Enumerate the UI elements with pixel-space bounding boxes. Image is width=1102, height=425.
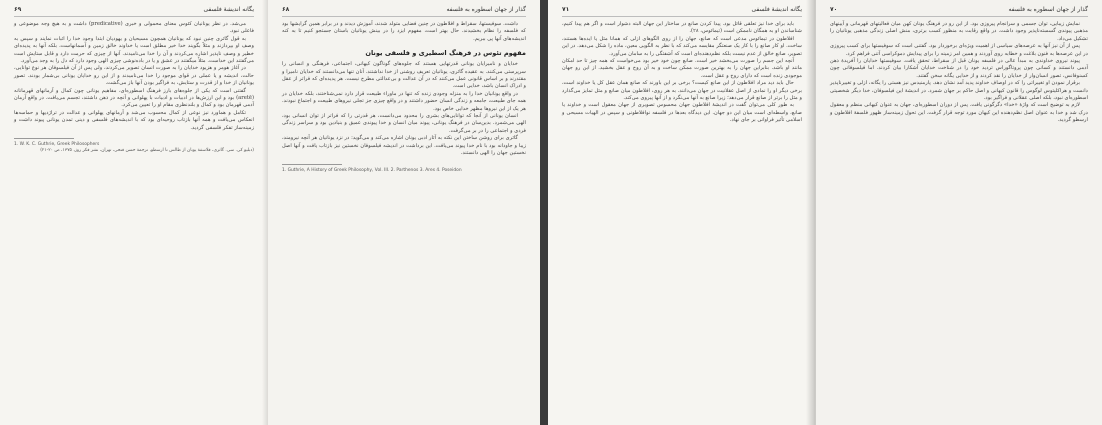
running-header-title: گذار از جهان اسطوره به فلسفه: [446, 6, 526, 13]
running-header-title: گذار از جهان اسطوره به فلسفه: [1008, 6, 1088, 13]
paragraph: برقرار نمودن او تغییراتی را که در اوصاف خداوند پدید آمد نشان دهد. پارمنیدس نیز هستی را یگانه، ازلی و تغییرناپذیر دانست و هراکلیتوس لوگوس را قانون کیهانی و اصل حاکم بر جهان شمرد. در اندیشهٔ این فیلسوفان، خدا دیگر شخصیتی اسطوره‌ای نبود، بلکه اصلی عقلانی و فراگیر بود.: [830, 80, 1088, 102]
paragraph: گاثری برای روشن ساختن این نکته به آثار ادبی یونان اشاره می‌کند و می‌گوید: در نزد یونانیان هر آنچه نیرومند، زیبا و جاودانه بود با نام خدا پیوند می‌یافت. این برداشت در اندیشه فیلسوفان نخستین نیز بازتاب یافت و آنها اصل نخستین جهان را الهی دانستند.: [282, 135, 526, 157]
running-header-title: یگانه اندیشهٔ فلسفی: [203, 6, 254, 13]
running-header-title: یگانه اندیشهٔ فلسفی: [751, 6, 802, 13]
paragraph: داشت. سوفیستها، سقراط و افلاطون در چنین فضایی متولد شدند، آموزش دیدند و در برابر همین گرایشها بود که فلسفه را نظام بخشیدند. حال بهتر است، مفهوم ایزد را در بینش یونانیان باستان جستجو کنیم تا به کنه اندیشه‌های آنها پی ببریم.: [282, 21, 526, 42]
body-text: [562, 21, 802, 125]
paragraph: لازم به توضیح است که واژهٔ «خدا» دگرگونی یافت. پس از دوران اسطوره‌ای، جهان به عنوان کیهانی منظم و معقول درک شد و خدا به عنوان اصل نظم‌دهنده این کیهان مورد توجه قرار گرفت. این تحول زمینه‌ساز ظهور فلسفهٔ افلاطون و ارسطو گردید.: [830, 102, 1088, 124]
footnote-divider: [14, 138, 74, 139]
running-header: [14, 6, 254, 17]
running-header: [830, 6, 1088, 17]
paragraph: در واقع یونانیان خدا را به منزله وجودی زنده که تنها در ماوراء طبیعت قرار دارد نمی‌شناختند، بلکه خدایان در همه جای طبیعت، جامعه و زندگی انسان حضور داشتند و در واقع چیزی جز تجلی نیروهای طبیعت و اجتماع نبودند. هر یک از این نیروها مظهر خدایی خاص بود.: [282, 90, 526, 112]
body-text: [830, 21, 1088, 125]
page-number: ۶۹: [14, 6, 22, 13]
paragraph: تکامل و هماورد نیز نوعی از کمال محسوب می‌شد و آرمانهای پهلوانی و عدالت در تراژدیها و حماسه‌ها انعکاس می‌یافت و همه آنها بازتاب روحیه‌ای بود که با اندیشه‌های فلسفی و دینی تمدن یونانی پیوند داشت و زمینه‌ساز تفکر فلسفی گردید.: [14, 109, 254, 131]
paragraph: آنچه این جسم را صورت می‌بخشد خیر است. صانع چون خود خیر بود می‌خواست که همه چیز تا حد امکان مانند او باشد. بنابراین جهان را به بهترین صورت ممکن ساخت و به آن روح و عقل بخشید. از این رو جهان موجودی زنده است که دارای روح و عقل است.: [562, 58, 802, 79]
paragraph: پس از آن نیز آنها به عرصه‌های سیاسی از اهمیت ویژه‌ای برخوردار بود. گفتنی است که سوفیستها برای کسب پیروزی در این عرصه‌ها به فنون بلاغت و خطابه روی آوردند و همین امر زمینه را برای پیدایش دموکراسی آتنی فراهم کرد.: [830, 43, 1088, 57]
paragraph: به قول گاثری چنین نبود که یونانیان همچون مسیحیان و یهودیان ابتدا وجود خدا را اثبات نمایند و سپس به وصف او بپردازند و مثلاً بگویند خدا خیر مطلق است یا خداوند خالق زمین و آسمانهاست، بلکه آنها به پدیده‌ای خطیر و وصف ناپذیر اشاره می‌کردند و آن را خدا می‌نامیدند. آنها از چیزی که حرمت دارد و قابل ستایش است می‌گفتند این خداست. مثلاً میگفتند در عشق و یا در باده‌نوشی چیزی الهی وجود دارد که دل را به وجد می‌آورد.: [14, 35, 254, 65]
book-page-69: [0, 0, 268, 425]
body-text: [282, 61, 526, 157]
paragraph: باید برای خدا نیز تعلقی قائل بود. پیدا کردن صانع در ساختار این جهان البته دشوار است و اگر هم پیدا کنیم، شناساندن او به همگان ناممکن است (تیمائوس، ۲۸).: [562, 21, 802, 35]
footnote: (دبلیو کی. سی. گاثری، فلاسفهٔ یونان از طالس تا ارسطو، ترجمهٔ حسن فتحی، تهران، نشر فکر روز، ۱۳۷۵، ص ۲۰-۲۱): [40, 148, 254, 154]
paragraph: انسان یونانی از آنجا که توانایی‌های بشری را محدود می‌دانست، هر قدرتی را که فراتر از توان انسانی بود، الهی می‌شمرد. بدین‌سان در فرهنگ یونانی، پیوند میان انسان و خدا پیوندی عمیق و بنیادین بود و سراسر زندگی فردی و اجتماعی را در بر می‌گرفت.: [282, 113, 526, 134]
paragraph: پیوند نیروی خداوندی به مبدأ عالی در فلسفه یونان قبل از سقراط، تحقق یافت. سوفیستها خدایان را آفریدهٔ ذهن آدمی دانستند و کسانی چون پروتاگوراس تردید خود را در شناخت خدایان آشکارا بیان کردند. اما فیلسوفانی چون کسنوفانس، تصور انسان‌وار از خدایان را نقد کردند و از خدایی یگانه سخن گفتند.: [830, 58, 1088, 79]
section-heading: مفهوم تئوس در فرهنگ اسطیری و فلسفی یونان: [365, 49, 526, 58]
paragraph: افلاطون در تیمائوس مدعی است که صانع، جهان را از روی الگوهای ازلی که همانا مثل یا ایده‌ها هستند، ساخت. او کار صانع را با کار یک صنعتگر مقایسه می‌کند که با نظر به الگویی معین، ماده را شکل می‌دهد. در این تصویر، صانع خالق از عدم نیست بلکه نظم‌دهنده‌ای است که آشفتگی را به سامان می‌آورد.: [562, 35, 802, 57]
paragraph: گفتنی است که یکی از جلوه‌های بارز فرهنگ اسطوره‌ای، مفاهیم یونانی چون کمال و آرمانهای قهرمانانه (aretē) بود و این ارزش‌ها در ادبیات و ادبیات با پهلوانی و آنچه در ذهن داشتند، تجسم می‌یافت. در واقع آرمان آدمی قهرمان بود و کمال و بلندنظری مقام او را تعیین می‌کرد.: [14, 87, 254, 109]
paragraph: می‌شد. در نظر یونانیان کئوس معنای محمولی و خبری (predicative) داشت و به هیچ وجه موضوعی و فاعلی نبود.: [14, 21, 254, 35]
paragraph: در آغاز هومر و هزیود خدایان را به صورت انسان تصویر می‌کردند، ولی پس از آن فیلسوفان هر نوع توانایی، حالت، اندیشه و یا عملی در قوای موجود را خدا می‌نامیدند و از این رو خدایان یونانی بی‌شمار بودند. تصور یونانیان از خدا و از قدرت و ستایش، به فراگیر بودن آنها باز می‌گشت.: [14, 65, 254, 87]
body-text: [282, 21, 526, 43]
body-text: [14, 21, 254, 132]
page-number: ۷۱: [562, 6, 570, 13]
footnote: 1. W. K. C. Guthrie, Greek Philosophers: [14, 142, 100, 148]
paragraph: به طور کلی می‌توان گفت در اندیشهٔ افلاطون جهان محسوس تصویری از جهان معقول است و خداوند یا صانع، واسطه‌ای است میان این دو جهان. این دیدگاه بعدها در فلسفه نوافلاطونی و سپس در الهیات مسیحی و اسلامی تأثیر فراوانی بر جای نهاد.: [562, 102, 802, 124]
paragraph: خدایان و نامیرایان یونانی قدرتهایی هستند که جلوه‌های گوناگون کیهانی، اجتماعی، فرهنگی و انسانی را سرپرستی می‌کنند. به عقیده گاثری، یونانیان تعریف روشنی از خدا نداشتند. آنان تنها می‌دانستند که خدایان نامیرا و مقتدرند و بر اساس قانونی عمل می‌کنند که در آن عدالت و بی‌عدالتی مطرح نیست. هر پدیده‌ای که فراتر از عقل و ادراک انسان باشد، خدایی است.: [282, 61, 526, 90]
book-page-70: [816, 0, 1102, 425]
paragraph: نمایش زیبایی، توان جسمی و سرانجام پیروزی بود. از این رو در فرهنگ یونان کهن میان فعالیتهای قهرمانی و آیینهای مذهبی پیوندی گسسته‌ناپذیر وجود داشت. در واقع رقابت به منظور کسب برتری، منش اصلی زندگی مذهبی یونانیان را تشکیل می‌داد.: [830, 21, 1088, 42]
running-header: [282, 6, 526, 17]
page-number: ۶۸: [282, 6, 290, 13]
paragraph: حال باید دید مراد افلاطون از این صانع کیست؟ برخی بر این باورند که صانع همان عقل کل یا خداوند است، برخی دیگر او را نمادی از اصل عقلانیت در جهان می‌دانند. به هر روی، افلاطون میان صانع و مثل تمایز می‌گذارد و مثل را برتر از صانع قرار می‌دهد؛ زیرا صانع به آنها می‌نگرد و از آنها پیروی می‌کند.: [562, 80, 802, 102]
footnote-divider: [282, 164, 342, 165]
footnote: 1. Guthrie, A History of Greek Philosophy, Vol. III. 2. Parthenos 3. Ares 4. Poseidon: [282, 167, 462, 173]
book-page-71: [548, 0, 816, 425]
running-header: [562, 6, 802, 17]
page-number: ۷۰: [830, 6, 838, 13]
book-page-68: [268, 0, 540, 425]
